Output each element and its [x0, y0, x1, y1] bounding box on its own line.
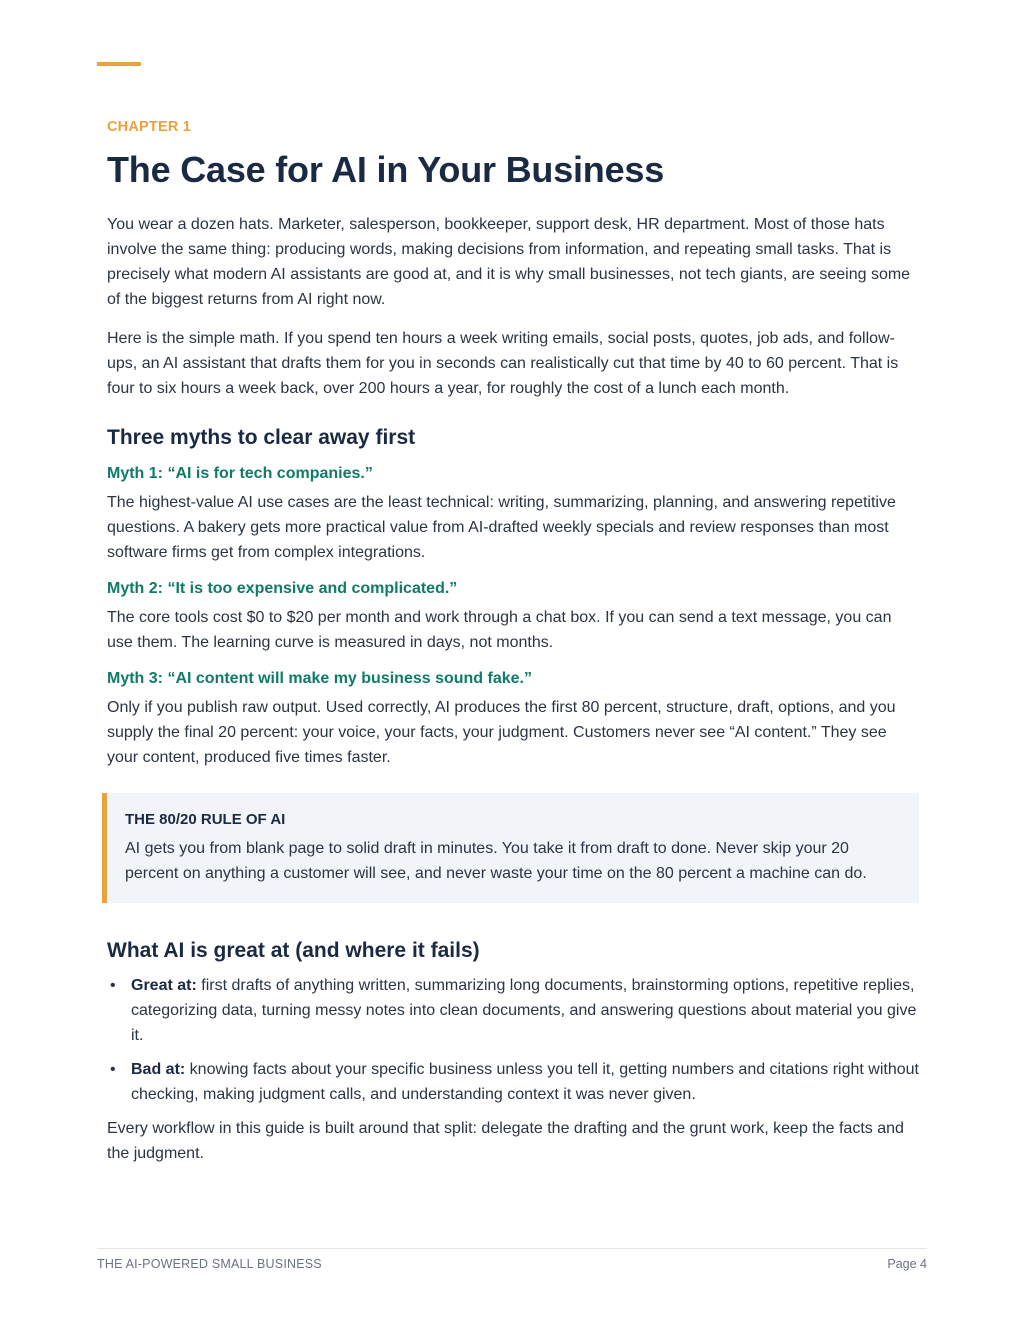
myth-3-title: Myth 3: “AI content will make my business sound fake.”	[107, 670, 532, 687]
bullet-icon: •	[110, 1061, 116, 1078]
chapter-label: CHAPTER 1	[107, 119, 191, 135]
callout-title: THE 80/20 RULE OF AI	[125, 811, 286, 828]
list-item	[107, 973, 919, 1048]
myth-1-title: Myth 1: “AI is for tech companies.”	[107, 465, 373, 482]
list-item-text: first drafts of anything written, summarizing long documents, brainstorming options, repetitive replies, categorizing data, turning messy notes into clean documents, and answering questions about material you give it.	[131, 977, 917, 1044]
callout-box	[102, 793, 919, 903]
list-item-label: Bad at:	[131, 1061, 186, 1078]
page-number: Page 4	[887, 1257, 927, 1271]
strengths-heading: What AI is great at (and where it fails)	[107, 939, 480, 962]
footer-book-title: THE AI-POWERED SMALL BUSINESS	[97, 1257, 322, 1271]
page-content	[107, 118, 919, 1166]
callout-text: AI gets you from blank page to solid draft in minutes. You take it from draft to done. Never skip your 20 percent on anything a customer will see, and never waste your time on the 80 percent a machine can do.	[125, 840, 867, 882]
list-item	[107, 1057, 919, 1107]
myths-heading: Three myths to clear away first	[107, 426, 416, 449]
page-title: The Case for AI in Your Business	[107, 149, 665, 190]
bullet-icon: •	[110, 977, 116, 994]
accent-bar	[97, 62, 141, 66]
footer-divider	[97, 1248, 927, 1249]
list-item-label: Great at:	[131, 977, 197, 994]
strengths-list	[107, 973, 919, 1107]
list-item-text: knowing facts about your specific business unless you tell it, getting numbers and citations right without checking, making judgment calls, and understanding context it was never given.	[131, 1061, 919, 1103]
myth-2-body: The core tools cost $0 to $20 per month and work through a chat box. If you can send a text message, you can use them. The learning curve is measured in days, not months.	[107, 609, 892, 651]
closing-paragraph: Every workflow in this guide is built around that split: delegate the drafting and the grunt work, keep the facts and the judgment.	[107, 1120, 904, 1162]
myth-2-title: Myth 2: “It is too expensive and complicated.”	[107, 580, 458, 597]
intro-paragraph-1: You wear a dozen hats. Marketer, salesperson, bookkeeper, support desk, HR department. Most of those hats involve the same thing: producing words, making decisions from information, and repeating small tasks. That is precisely what modern AI assistants are good at, and it is why small businesses, not tech giants, are seeing some of the biggest returns from AI right now.	[107, 216, 911, 308]
myth-1-body: The highest-value AI use cases are the least technical: writing, summarizing, planning, and answering repetitive questions. A bakery gets more practical value from AI-drafted weekly specials and review responses than most software firms get from complex integrations.	[107, 494, 896, 561]
myth-3-body: Only if you publish raw output. Used correctly, AI produces the first 80 percent, structure, draft, options, and you supply the final 20 percent: your voice, your facts, your judgment. Customers never see “AI content.” They see your content, produced five times faster.	[107, 699, 896, 766]
intro-paragraph-2: Here is the simple math. If you spend ten hours a week writing emails, social posts, quotes, job ads, and follow-ups, an AI assistant that drafts them for you in seconds can realistically cut that time by 40 to 60 percent. That is four to six hours a week back, over 200 hours a year, for roughly the cost of a lunch each month.	[107, 330, 899, 397]
